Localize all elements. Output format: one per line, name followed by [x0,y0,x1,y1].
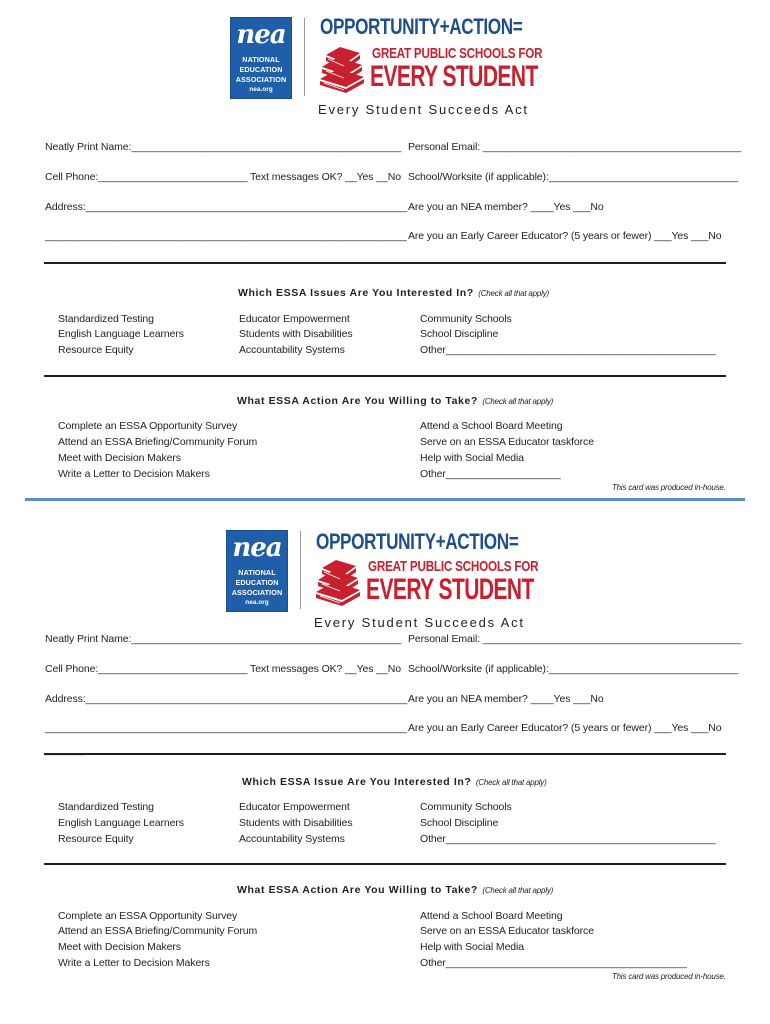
banner-line-3: EVERY STUDENT [370,60,538,93]
logo-line-3: ASSOCIATION [231,588,283,597]
action-option[interactable]: Serve on an ESSA Educator taskforce [420,436,594,448]
nea-logo-text: nea [232,533,282,563]
action-option[interactable]: Meet with Decision Makers [58,941,181,953]
card-2 [0,515,770,1020]
phone-field[interactable]: Cell Phone:__________________________ Text messages OK? __Yes __No [45,171,401,183]
action-option[interactable]: Complete an ESSA Opportunity Survey [58,910,238,922]
card-1 [0,0,770,500]
school-field[interactable]: School/Worksite (if applicable):_________________________________ [408,171,739,183]
email-field[interactable]: Personal Email: _____________________________________________ [408,633,742,645]
issues-heading [242,772,547,790]
issue-option[interactable]: Standardized Testing [58,313,154,325]
issue-option[interactable]: Accountability Systems [239,344,345,356]
issues-heading [238,283,549,301]
issue-option[interactable]: Community Schools [420,801,512,813]
action-option[interactable]: Meet with Decision Makers [58,452,181,464]
nea-logo [230,17,292,99]
issue-option[interactable]: Students with Disabilities [239,328,353,340]
nea-logo [226,530,288,612]
nea-member-field[interactable]: Are you an NEA member? ____Yes ___No [408,693,604,705]
early-career-field[interactable]: Are you an Early Career Educator? (5 years or fewer) ___Yes ___No [408,230,722,242]
email-field[interactable]: Personal Email: _____________________________________________ [408,141,742,153]
banner-line-2: GREAT PUBLIC SCHOOLS FOR [372,45,543,62]
action-option[interactable]: Help with Social Media [420,941,525,953]
action-other-field[interactable]: Other____________________ [420,468,561,480]
actions-note: (Check all that apply) [482,886,554,895]
issues-note: (Check all that apply) [475,778,547,787]
issue-other-field[interactable]: Other_______________________________________________ [420,833,716,845]
footer-note: This card was produced in-house. [612,483,726,492]
school-field[interactable]: School/Worksite (if applicable):_________________________________ [408,663,739,675]
phone-field[interactable]: Cell Phone:__________________________ Text messages OK? __Yes __No [45,663,401,675]
banner-tagline: Every Student Succeeds Act [314,615,525,630]
actions-heading [237,880,553,898]
issue-option[interactable]: Resource Equity [58,344,134,356]
actions-heading [237,391,553,409]
issue-option[interactable]: Educator Empowerment [239,313,350,325]
card-divider [25,498,745,501]
issue-option[interactable]: English Language Learners [58,328,184,340]
action-option[interactable]: Attend an ESSA Briefing/Community Forum [58,436,258,448]
issues-note: (Check all that apply) [478,289,550,298]
issue-other-field[interactable]: Other_______________________________________________ [420,344,716,356]
address-field[interactable]: Address:________________________________________________________ [45,693,408,705]
blank-line: _______ [45,744,86,756]
action-other-field[interactable]: Other__________________________________________ [420,957,687,969]
nea-member-field[interactable]: Are you an NEA member? ____Yes ___No [408,201,604,213]
address-line-2[interactable]: _______________________________________________________________ [45,230,407,242]
issue-option[interactable]: Accountability Systems [239,833,345,845]
logo-line-1: NATIONAL [242,55,280,64]
address-line-2[interactable]: _______________________________________________________________ [45,722,407,734]
address-field[interactable]: Address:________________________________________________________ [45,201,408,213]
logo-line-1: NATIONAL [238,568,276,577]
action-option[interactable]: Attend a School Board Meeting [420,420,563,432]
action-option[interactable]: Help with Social Media [420,452,525,464]
section-rule [44,375,726,377]
issue-option[interactable]: Students with Disabilities [239,817,353,829]
books-icon [312,556,364,608]
footer-note: This card was produced in-house. [612,972,726,981]
logo-url: nea.org [245,599,269,606]
logo-line-2: EDUCATION [235,578,279,587]
logo-line-2: EDUCATION [239,65,283,74]
action-option[interactable]: Serve on an ESSA Educator taskforce [420,925,594,937]
logo-url: nea.org [249,86,273,93]
section-rule [44,863,726,865]
nea-logo-text: nea [236,20,286,50]
action-option[interactable]: Complete an ESSA Opportunity Survey [58,420,238,432]
issue-option[interactable]: Standardized Testing [58,801,154,813]
issues-title: Which ESSA Issue Are You Interested In? [242,776,472,788]
issue-option[interactable]: School Discipline [420,817,499,829]
banner-line-1: OPPORTUNITY+ACTION= [316,529,519,554]
logo-divider [304,18,305,96]
banner-tagline: Every Student Succeeds Act [318,102,529,117]
section-rule [44,262,726,264]
issue-option[interactable]: English Language Learners [58,817,184,829]
actions-title: What ESSA Action Are You Willing to Take? [237,395,478,407]
blank-line: _______ [45,252,86,264]
issues-title: Which ESSA Issues Are You Interested In? [238,287,474,299]
issue-option[interactable]: Community Schools [420,313,512,325]
banner-line-2: GREAT PUBLIC SCHOOLS FOR [368,558,539,575]
name-field[interactable]: Neatly Print Name:_______________________________________________ [45,633,402,645]
issue-option[interactable]: School Discipline [420,328,499,340]
section-rule [44,753,726,755]
issue-option[interactable]: Resource Equity [58,833,134,845]
early-career-field[interactable]: Are you an Early Career Educator? (5 years or fewer) ___Yes ___No [408,722,722,734]
books-icon [316,43,368,95]
action-option[interactable]: Write a Letter to Decision Makers [58,468,210,480]
action-option[interactable]: Attend a School Board Meeting [420,910,563,922]
actions-note: (Check all that apply) [482,397,554,406]
name-field[interactable]: Neatly Print Name:_______________________________________________ [45,141,402,153]
action-option[interactable]: Attend an ESSA Briefing/Community Forum [58,925,258,937]
banner-line-1: OPPORTUNITY+ACTION= [320,14,523,39]
issue-option[interactable]: Educator Empowerment [239,801,350,813]
logo-line-3: ASSOCIATION [235,75,287,84]
banner-line-3: EVERY STUDENT [366,573,534,606]
action-option[interactable]: Write a Letter to Decision Makers [58,957,210,969]
actions-title: What ESSA Action Are You Willing to Take? [237,884,478,896]
logo-divider [300,531,301,609]
